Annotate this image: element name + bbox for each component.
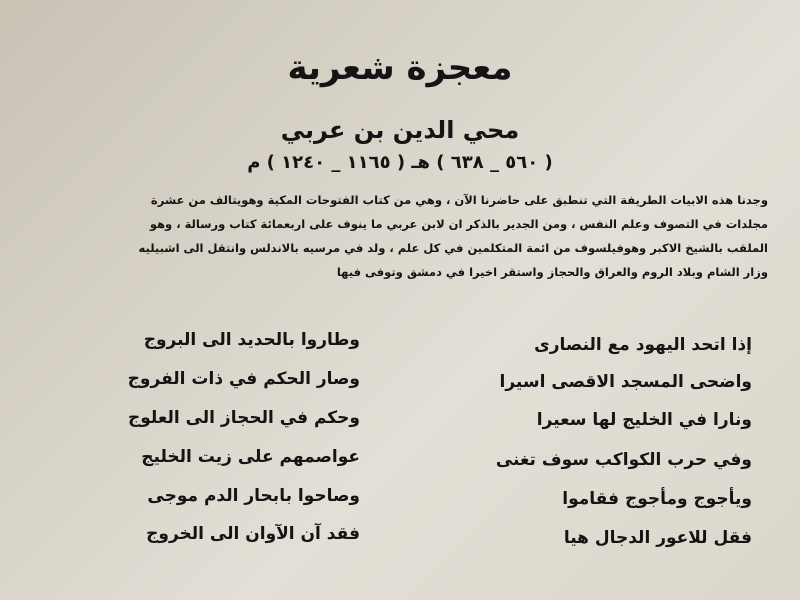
verse-second-hemistich: فقد آن الآوان الى الخروج: [146, 524, 360, 544]
verse-first-hemistich: إذا اتحد اليهود مع النصارى: [534, 335, 752, 355]
verse-first-hemistich: ويأجوج ومأجوج فقاموا: [562, 489, 752, 509]
verse-first-hemistich: فقل للاعور الدجال هيا: [563, 528, 752, 548]
verse-first-hemistich: ونارا في الخليج لها سعيرا: [536, 410, 752, 430]
intro-line: الملقب بالشيخ الاكبر وهوفيلسوف من ائمة المتكلمين في كل علم ، ولد في مرسيه بالاندلس وانتقل الى اشبيليه: [138, 241, 768, 255]
poem: [0, 330, 800, 570]
verse-first-hemistich: واضحى المسجد الاقصى اسيرا: [499, 372, 752, 392]
verse-first-hemistich: وفي حرب الكواكب سوف تغنى: [495, 450, 752, 470]
document-title: معجزة شعرية: [287, 48, 513, 88]
verse-second-hemistich: وطاروا بالحديد الى البروج: [143, 330, 360, 350]
intro-line: وجدنا هذه الابيات الطريفة التي تنطبق على حاضرنا الآن ، وهي من كتاب الفتوحات المكية وهويتالف من عشرة: [150, 193, 768, 207]
intro-line: وزار الشام وبلاد الروم والعراق والحجاز واستقر اخيرا في دمشق وتوفى فيها: [336, 265, 768, 279]
author-name: محي الدين بن عربي: [280, 116, 520, 144]
verse-second-hemistich: وحكم في الحجاز الى العلوج: [128, 408, 360, 428]
intro-line: مجلدات في التصوف وعلم النفس ، ومن الجدير بالذكر ان لابن عربي ما ينوف على اربعمائة كتاب ورسالة ، وهو: [149, 217, 768, 231]
intro-paragraph: [38, 188, 768, 284]
verse-second-hemistich: وصاحوا بابحار الدم موجى: [147, 486, 360, 506]
verse-second-hemistich: عواصمهم على زيت الخليج: [141, 447, 360, 467]
verse-second-hemistich: وصار الحكم في ذات الفروج: [127, 369, 360, 389]
author-dates: ( ٥٦٠ _ ٦٣٨ ) هـ ( ١١٦٥ _ ١٢٤٠ ) م: [247, 152, 553, 173]
